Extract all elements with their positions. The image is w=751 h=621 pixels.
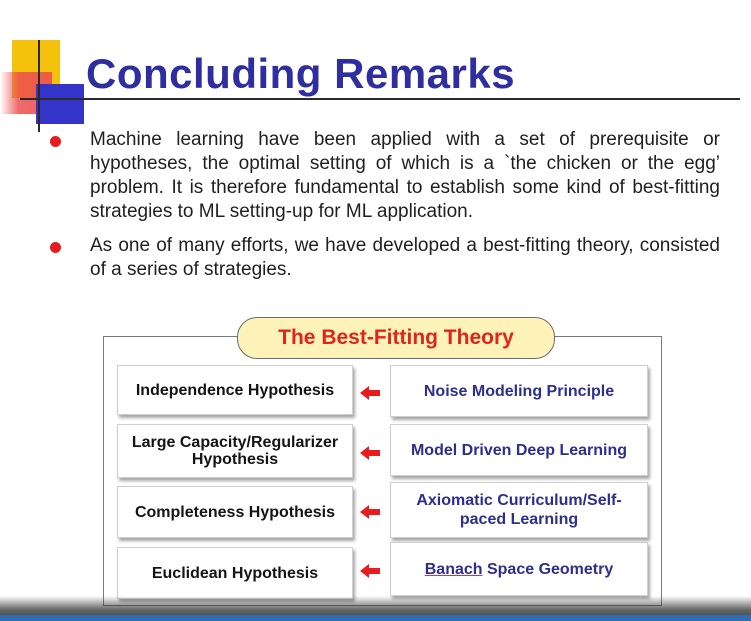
bullet-item xyxy=(50,234,720,282)
bullet-text: Machine learning have been applied with a set of prerequisite or hypotheses, the optimal setting of which is a `the chicken or the egg’ problem. It is therefore fundamental to establish some kind of best-fitting strategies to ML setting-up for ML application. xyxy=(90,129,720,222)
left-arrow-icon xyxy=(360,386,369,400)
hypothesis-label: Independence Hypothesis xyxy=(135,381,335,399)
principle-label-word: Banach xyxy=(424,560,483,578)
principle-label: Noise Modeling Principle xyxy=(423,382,615,400)
hypothesis-box-euclidean xyxy=(117,547,353,599)
hypothesis-box-large-capacity xyxy=(117,424,353,478)
bullet-text: As one of many efforts, we have developed a best-fitting theory, consisted of a series of strategies. xyxy=(90,235,720,280)
hypothesis-label-line2: Hypothesis xyxy=(191,451,279,468)
hypothesis-box-independence xyxy=(117,365,353,415)
decor-blue-square xyxy=(36,84,84,124)
bullet-dot-icon xyxy=(50,242,61,253)
title-underline xyxy=(20,98,740,100)
slide-title: Concluding Remarks xyxy=(86,50,516,97)
principle-label-line1: Axiomatic Curriculum/Self- xyxy=(416,492,622,509)
principle-label-rest: Space Geometry xyxy=(482,560,614,578)
principle-label: Model Driven Deep Learning xyxy=(410,441,628,459)
principle-box-axiomatic-curriculum xyxy=(390,482,648,538)
bullet-list xyxy=(50,128,720,282)
principle-box-model-driven xyxy=(390,424,648,476)
decor-vertical-line xyxy=(38,40,40,132)
hypothesis-box-completeness xyxy=(117,486,353,538)
left-arrow-icon xyxy=(360,564,369,578)
bullet-dot-icon xyxy=(50,136,61,147)
theory-label: The Best-Fitting Theory xyxy=(237,317,555,359)
principle-label-line2: paced Learning xyxy=(459,511,579,528)
left-arrow-icon xyxy=(360,505,369,519)
video-progress-bar[interactable] xyxy=(0,615,751,621)
principle-box-noise-modeling xyxy=(390,365,648,417)
hypothesis-label-line1: Large Capacity/Regularizer xyxy=(131,434,339,451)
principle-label xyxy=(425,560,614,579)
left-arrow-icon xyxy=(360,446,369,460)
principle-box-banach-geometry xyxy=(390,542,648,596)
hypothesis-label: Euclidean Hypothesis xyxy=(151,564,319,582)
bullet-item xyxy=(50,128,720,224)
hypothesis-label: Completeness Hypothesis xyxy=(134,503,336,521)
